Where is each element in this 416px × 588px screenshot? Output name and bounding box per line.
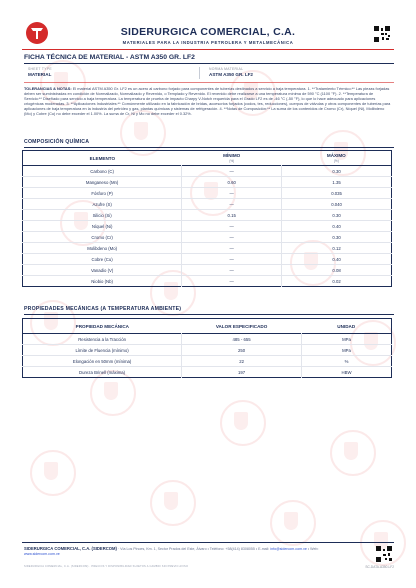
table-row bbox=[23, 276, 392, 287]
norma-label: NORMA MATERIAL bbox=[209, 67, 244, 71]
footer-contact bbox=[24, 546, 344, 557]
col-max-label: MÁXIMO bbox=[326, 153, 346, 158]
element-cell: Cromo (Cr) bbox=[23, 232, 182, 243]
footer-disclaimer: SIDERURGICA COMERCIAL, C.A. (SIDERCOM) · PRECIOS Y DISPONIBILIDAD SUJETOS A CAMBIO SIN PREVIO AVISO bbox=[24, 565, 189, 568]
company-tagline: MATERIALES PARA LA INDUSTRIA PETROLERA Y METALMECÁNICA bbox=[122, 40, 294, 45]
notes-paragraph bbox=[24, 86, 392, 116]
composition-section-title: COMPOSICIÓN QUÍMICA bbox=[24, 139, 90, 145]
min-cell: — bbox=[182, 265, 282, 276]
table-row bbox=[23, 177, 392, 188]
min-cell: — bbox=[182, 243, 282, 254]
table-row bbox=[23, 265, 392, 276]
unit-cell: HBW bbox=[301, 367, 391, 378]
table-row bbox=[23, 334, 392, 345]
mechanical-section-title: PROPIEDADES MECÁNICAS (A TEMPERATURA AMBIENTE) bbox=[24, 306, 182, 312]
element-cell: Carbono (C) bbox=[23, 166, 182, 177]
footer-email-link[interactable]: info@sidercom.com.ve bbox=[270, 547, 307, 551]
col-min-header bbox=[182, 151, 282, 166]
company-name: SIDERURGICA COMERCIAL, C.A. bbox=[120, 26, 296, 38]
element-cell: Silicio (Si) bbox=[23, 210, 182, 221]
value-cell: 250 bbox=[182, 345, 302, 356]
meta-divider-line bbox=[24, 82, 394, 83]
composition-section-rule bbox=[24, 147, 394, 148]
unit-cell: % bbox=[301, 356, 391, 367]
norma-value: ASTM A350 GR. LF2 bbox=[209, 72, 253, 77]
min-cell: 0.60 bbox=[182, 177, 282, 188]
property-cell: Resistencia a la Tracción bbox=[23, 334, 182, 345]
value-cell: 22 bbox=[182, 356, 302, 367]
max-cell: 0.08 bbox=[282, 265, 392, 276]
min-cell: — bbox=[182, 188, 282, 199]
min-cell: 0.15 bbox=[182, 210, 282, 221]
element-cell: Niobio (Nb) bbox=[91, 278, 113, 284]
table-row bbox=[23, 356, 392, 367]
min-cell: — bbox=[182, 232, 282, 243]
notes-text: El material ASTM A350 Gr. LF2 es un acero al carbono forjado para componentes de tuberías destinados a servicio a baja temperatura. 1. **Tratamiento Térmico:** Las piezas forjadas deben ser suministradas en condición de Normalizado, Normalizado y Revenido, o Templado y Revenido. El revenido debe realizarse a una temperatura mínima de 590 °C (1100 °F). 2. **Temperatura de Servicio:** Diseñado para servicio a baja temperatura. La temperatura de prueba de impacto Charpy V-Notch requerida para el Grado LF2 es de -46 °C (-50 °F), lo que lo hace adecuado para aplicaciones criogénicas moderadas. 3. **Aplicaciones Industriales:** Comúnmente utilizado en la fabricación de bridas, accesorios forjados (codos, tes, reducciones), cuerpos de válvulas y otros componentes de tuberías para aplicaciones de baja temperatura en la industria del petróleo y gas, plantas químicas y sistemas de refrigeración. 4. **Notas de Composición:** La suma de los contenidos de Cromo (Cr), Níquel (Ni), Molibdeno (Mo) y Cobre (Cu) no debe exceder el 1.00%. La suma de Cr, Ni y Mo no debe exceder el 0.32%. bbox=[24, 86, 391, 116]
element-cell: Fósforo (P) bbox=[23, 188, 182, 199]
table-row bbox=[23, 232, 392, 243]
footer-qr-code-icon bbox=[376, 546, 392, 562]
property-cell: Dureza Brinell (máxima) bbox=[79, 369, 126, 375]
footer-web-label: • Web: bbox=[307, 547, 319, 551]
min-cell: — bbox=[182, 276, 282, 287]
table-row bbox=[23, 166, 392, 177]
property-cell: Límite de Fluencia (mínimo) bbox=[23, 345, 182, 356]
page-title: FICHA TÉCNICA DE MATERIAL - ASTM A350 GR. LF2 bbox=[24, 54, 195, 61]
col-min-label: MÍNIMO bbox=[223, 153, 241, 158]
col-max-unit: (%) bbox=[333, 159, 339, 163]
table-row bbox=[23, 367, 392, 378]
min-cell: — bbox=[182, 166, 282, 177]
element-cell: Vanadio (V) bbox=[23, 265, 182, 276]
document-code: SC-DATA-A350-LF2 bbox=[365, 565, 394, 569]
table-row bbox=[23, 254, 392, 265]
min-cell: — bbox=[182, 199, 282, 210]
title-divider bbox=[24, 63, 394, 64]
notes-lead: TOLERANCIAS & NOTAS: bbox=[24, 86, 72, 91]
value-cell: 197 bbox=[182, 367, 302, 378]
element-cell: Níquel (Ni) bbox=[23, 221, 182, 232]
element-cell: Azufre (S) bbox=[23, 199, 182, 210]
table-row bbox=[23, 345, 392, 356]
max-cell: 1.35 bbox=[282, 177, 392, 188]
qr-code-icon bbox=[374, 26, 390, 42]
mechanical-header-row bbox=[23, 319, 392, 334]
table-row bbox=[23, 243, 392, 254]
element-cell: Cobre (Cu) bbox=[23, 254, 182, 265]
col-unit-header: UNIDAD bbox=[337, 323, 356, 329]
sheet-type-value: MATERIAL bbox=[28, 72, 52, 77]
footer-website-link[interactable]: www.sidercom.com.ve bbox=[24, 552, 60, 556]
col-property-header: PROPIEDAD MECÁNICA bbox=[75, 323, 129, 329]
mechanical-section-rule bbox=[24, 314, 394, 315]
sheet-type-label: SHEET TYPE bbox=[28, 67, 52, 71]
max-cell: 0.12 bbox=[282, 243, 392, 254]
col-max-header bbox=[282, 151, 392, 166]
document-meta bbox=[24, 66, 394, 80]
max-cell: 0.30 bbox=[282, 210, 392, 221]
min-cell: — bbox=[182, 221, 282, 232]
footer-company: SIDERURGICA COMERCIAL, C.A. (SIDERCOM) bbox=[24, 546, 117, 551]
composition-header-row bbox=[23, 151, 392, 166]
mechanical-table bbox=[22, 318, 392, 378]
meta-divider bbox=[199, 67, 200, 79]
max-cell: 0.035 bbox=[282, 188, 392, 199]
table-row bbox=[23, 210, 392, 221]
max-cell: 0.40 bbox=[282, 254, 392, 265]
table-row bbox=[23, 188, 392, 199]
footer-address: · Vía Los Pinoes, Km. 1, Sector Prados del Este, Álvaro • Teléfono: +58(414) 8308055 • E-mail: bbox=[117, 547, 270, 551]
element-cell: Manganeso (Mn) bbox=[23, 177, 182, 188]
max-cell: 0.30 bbox=[282, 166, 392, 177]
unit-cell: MPa bbox=[301, 334, 391, 345]
col-min-unit: (%) bbox=[229, 159, 235, 163]
max-cell: 0.40 bbox=[282, 221, 392, 232]
document-header bbox=[0, 0, 416, 52]
unit-cell: MPa bbox=[301, 345, 391, 356]
col-element-header: ELEMENTO bbox=[89, 155, 116, 161]
max-cell: 0.02 bbox=[282, 276, 392, 287]
composition-table bbox=[22, 150, 392, 287]
max-cell: 0.30 bbox=[282, 232, 392, 243]
header-divider bbox=[22, 49, 394, 50]
footer-divider bbox=[22, 542, 394, 543]
table-row bbox=[23, 221, 392, 232]
table-row bbox=[23, 199, 392, 210]
value-cell: 485 - 655 bbox=[182, 334, 302, 345]
property-cell: Elongación en 50mm (mínima) bbox=[23, 356, 182, 367]
element-cell: Molibdeno (Mo) bbox=[23, 243, 182, 254]
max-cell: 0.040 bbox=[282, 199, 392, 210]
min-cell: — bbox=[182, 254, 282, 265]
col-value-header: VALOR ESPECIFICADO bbox=[215, 323, 268, 329]
